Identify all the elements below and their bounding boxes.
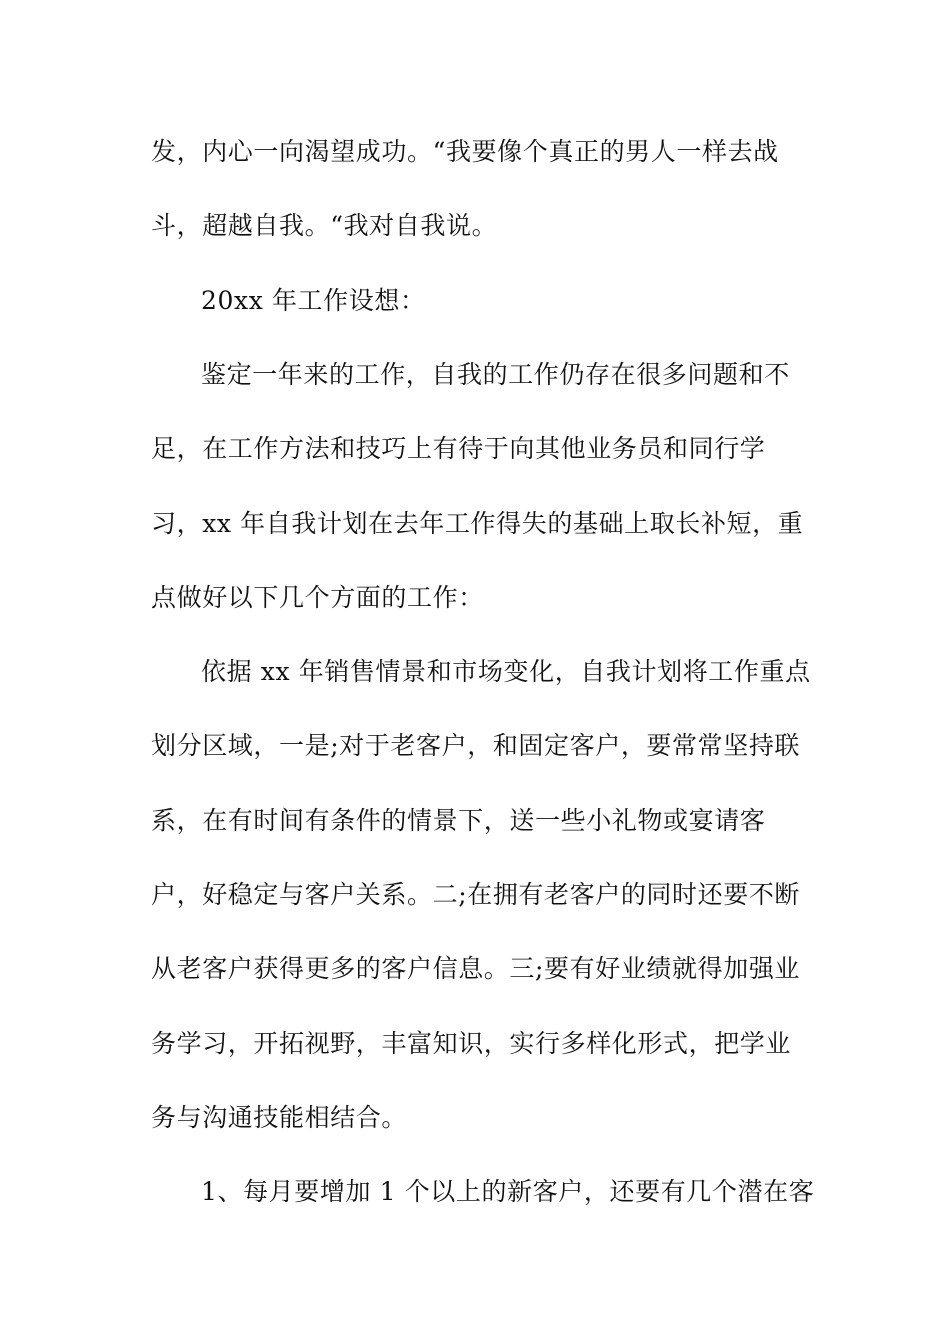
text-line: 习，xx 年自我计划在去年工作得失的基础上取长补短，重 — [151, 509, 804, 538]
text-line: 划分区域，一是;对于老客户，和固定客户，要常常坚持联 — [151, 731, 801, 760]
text-line: 点做好以下几个方面的工作： — [151, 583, 484, 612]
text-line: 依据 xx 年销售情景和市场变化，自我计划将工作重点 — [201, 657, 811, 686]
text-line: 发，内心一向渴望成功。“我要像个真正的男人一样去战 — [151, 137, 779, 166]
text-line: 斗，超越自我。“我对自我说。 — [151, 211, 498, 240]
text-line: 户，好稳定与客户关系。二;在拥有老客户的同时还要不断 — [151, 880, 801, 909]
text-line: 务学习，开拓视野，丰富知识，实行多样化形式，把学业 — [151, 1029, 792, 1058]
text-line: 鉴定一年来的工作，自我的工作仍存在很多问题和不 — [201, 360, 790, 389]
section-heading: 20xx 年工作设想： — [201, 286, 426, 315]
text-line: 从老客户获得更多的客户信息。三;要有好业绩就得加强业 — [151, 954, 801, 983]
list-item: 1、每月要增加 1 个以上的新客户，还要有几个潜在客 — [201, 1177, 815, 1206]
text-line: 系，在有时间有条件的情景下，送一些小礼物或宴请客 — [151, 806, 766, 835]
text-line: 足，在工作方法和技巧上有待于向其他业务员和同行学 — [151, 434, 766, 463]
text-line: 务与沟通技能相结合。 — [151, 1103, 408, 1132]
